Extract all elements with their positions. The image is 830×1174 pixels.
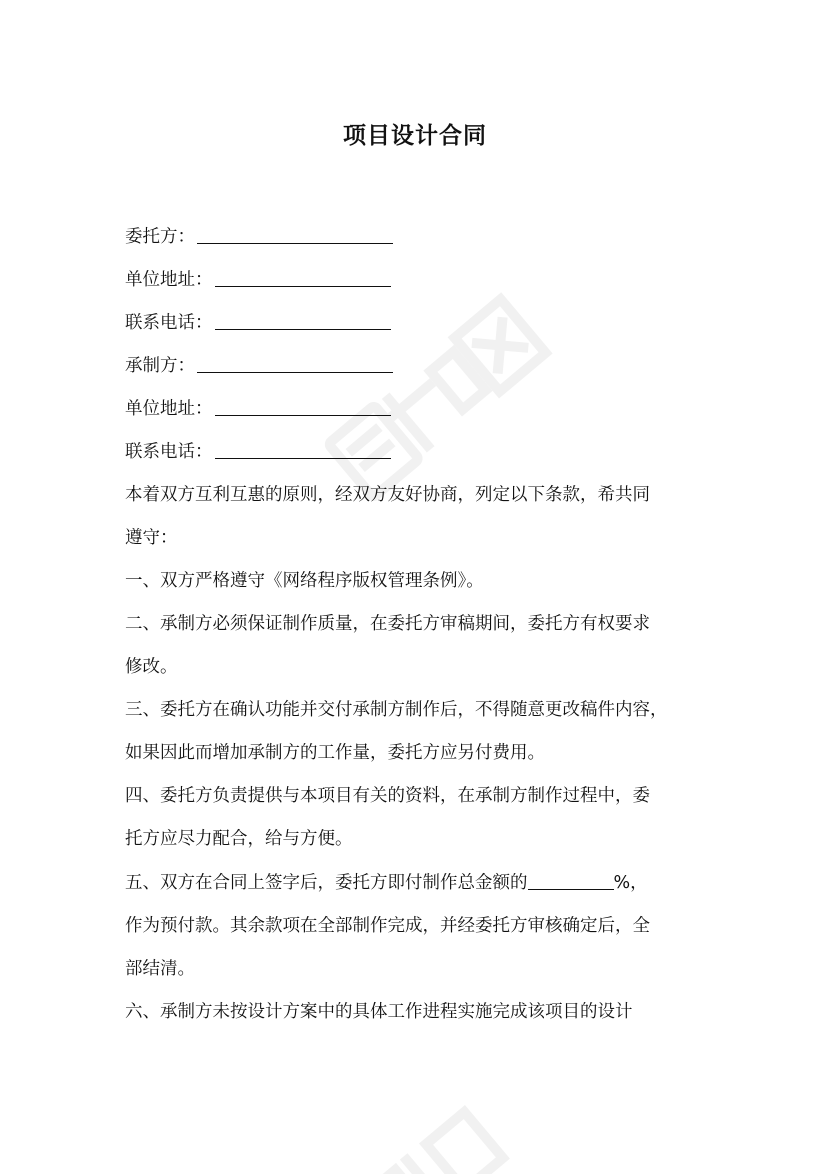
fill-in-blank [215,398,391,416]
fill-in-blank [197,226,393,244]
watermark-logo-bottom [300,1090,560,1174]
field-label: 联系电话： [125,313,213,333]
fill-in-blank [197,355,393,373]
contractor-name-field [125,354,725,378]
field-label: 承制方： [125,356,195,376]
clause-5-line: 作为预付款。其余款项在全部制作完成，并经委托方审核确定后，全 [125,916,650,936]
field-label: 委托方： [125,227,195,247]
contractor-address-field [125,397,725,421]
fill-in-blank [215,441,391,459]
field-label: 单位地址： [125,399,213,419]
clause-5-line: 部结清。 [125,959,195,979]
clause-5-line [125,871,725,895]
client-name-field [125,225,725,249]
clause-2-line: 修改。 [125,657,178,677]
preamble-line: 本着双方互利互惠的原则，经双方友好协商，列定以下条款，希共同 [125,485,650,505]
contract-title: 项目设计合同 [343,123,487,149]
clause-1-line: 一、双方严格遵守《网络程序版权管理条例》。 [125,571,484,591]
clause-4-line: 四、委托方负责提供与本项目有关的资料，在承制方制作过程中，委 [125,786,650,806]
contractor-phone-field [125,440,725,464]
client-phone-field [125,311,725,335]
preamble-line: 遵守： [125,528,178,548]
clause-3-line: 如果因此而增加承制方的工作量，委托方应另付费用。 [125,743,545,763]
clause-2-line: 二、承制方必须保证制作质量，在委托方审稿期间，委托方有权要求 [125,614,650,634]
field-label: 联系电话： [125,442,213,462]
clause-3-line: 三、委托方在确认功能并交付承制方制作后，不得随意更改稿件内容， [125,700,668,720]
clause-5-prefix: 五、双方在合同上签字后，委托方即付制作总金额的 [125,873,528,893]
client-address-field [125,268,725,292]
clause-4-line: 托方应尽力配合，给与方便。 [125,829,353,849]
percent-blank [528,872,614,890]
clause-6-line: 六、承制方未按设计方案中的具体工作进程实施完成该项目的设计 [125,1002,633,1022]
clause-5-suffix: %， [613,873,648,893]
fill-in-blank [215,269,391,287]
field-label: 单位地址： [125,270,213,290]
fill-in-blank [215,312,391,330]
